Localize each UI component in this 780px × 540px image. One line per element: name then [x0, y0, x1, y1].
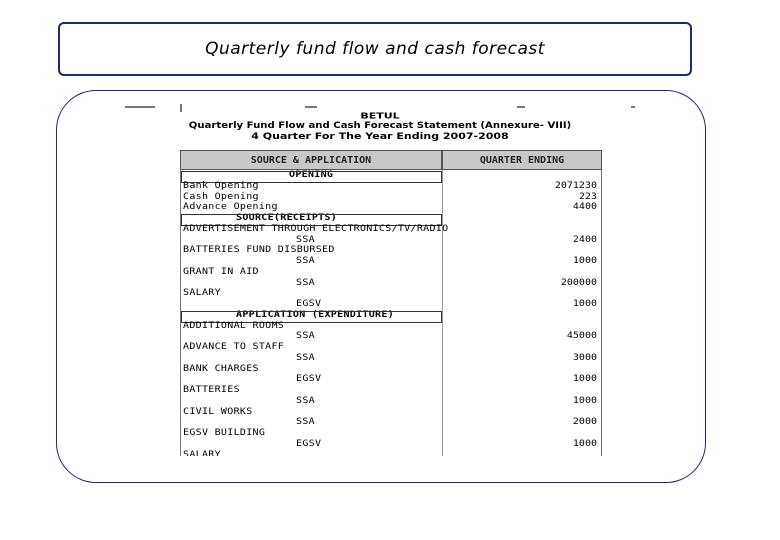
- row-label: GRANT IN AID: [183, 266, 259, 277]
- row-label: SSA: [296, 417, 315, 427]
- row-label: EGSV BUILDING: [183, 428, 266, 438]
- row-amount: 223: [578, 191, 597, 201]
- row-label: EGSV: [296, 374, 322, 384]
- row-label: OPENING: [289, 170, 334, 180]
- sheet-statement-title: Quarterly Fund Flow and Cash Forecast Statement (Annexure- VIII): [188, 120, 572, 131]
- row-label: EGSV: [296, 299, 322, 309]
- table-row: [181, 279, 601, 290]
- row-amount: 1000: [572, 256, 597, 266]
- row-label: SSA: [296, 395, 315, 406]
- row-label: BANK CHARGES: [183, 363, 259, 373]
- row-label: ADVANCE TO STAFF: [183, 342, 285, 352]
- row-amount: 3000: [572, 352, 597, 363]
- table-row: [181, 440, 601, 451]
- sheet-top-strip: [125, 104, 635, 110]
- sheet-district: BETUL: [360, 111, 400, 121]
- table-row: [181, 365, 601, 376]
- row-label: SSA: [296, 331, 315, 341]
- row-label: APPLICATION (EXPENDITURE): [236, 309, 395, 320]
- row-label: EGSV: [296, 438, 322, 449]
- row-label: BATTERIES: [183, 385, 240, 395]
- slide-title: Quarterly fund flow and cash forecast: [205, 39, 545, 59]
- row-label: Bank Opening: [183, 180, 259, 191]
- table-row: [181, 429, 601, 440]
- table-row: [181, 322, 601, 333]
- row-label: SSA: [296, 256, 315, 266]
- row-label: ADVERTISEMENT THROUGH ELECTRONICS/TV/RADIO: [183, 223, 449, 234]
- table-row: [181, 225, 601, 236]
- row-amount: 200000: [560, 277, 597, 287]
- row-label: SALARY: [183, 288, 221, 298]
- row-label: SOURCE(RECEIPTS): [236, 213, 338, 223]
- row-amount: 1000: [572, 299, 597, 309]
- table-row: [181, 289, 601, 300]
- table-row: [181, 451, 601, 457]
- row-label: BATTERIES FUND DISBURSED: [183, 245, 335, 255]
- table-row: [181, 268, 601, 279]
- row-amount: 2400: [572, 234, 597, 244]
- table-row: [181, 397, 601, 408]
- table-row: [181, 246, 601, 257]
- table-row: [181, 257, 601, 268]
- row-amount: 2000: [572, 417, 597, 427]
- spreadsheet-image: [125, 104, 635, 456]
- grid-line: [601, 170, 602, 456]
- table-row: [181, 354, 601, 365]
- table-row: [181, 300, 601, 311]
- row-amount: 1000: [572, 438, 597, 449]
- slide-title-box: [58, 22, 692, 76]
- table-row: [181, 375, 601, 386]
- row-amount: 1000: [572, 374, 597, 384]
- row-amount: 45000: [566, 331, 597, 341]
- row-label: ADDITIONAL ROOMS: [183, 320, 285, 330]
- row-label: SSA: [296, 352, 315, 363]
- row-label: CIVIL WORKS: [183, 406, 253, 416]
- row-label: Advance Opening: [183, 202, 278, 212]
- row-label: Cash Opening: [183, 191, 259, 201]
- table-row: [181, 408, 601, 419]
- column-header-source: SOURCE & APPLICATION: [180, 150, 442, 170]
- row-amount: 1000: [572, 395, 597, 406]
- sheet-period: 4 Quarter For The Year Ending 2007-2008: [251, 131, 509, 142]
- table-row: [181, 182, 601, 193]
- row-label: SSA: [296, 277, 315, 287]
- row-label: SALARY: [183, 449, 221, 456]
- table-row: [181, 386, 601, 397]
- table-row: [181, 343, 601, 354]
- column-header-quarter: QUARTER ENDING: [442, 150, 602, 170]
- row-amount: 2071230: [554, 180, 597, 191]
- row-amount: 4400: [572, 202, 597, 212]
- row-label: SSA: [296, 234, 315, 244]
